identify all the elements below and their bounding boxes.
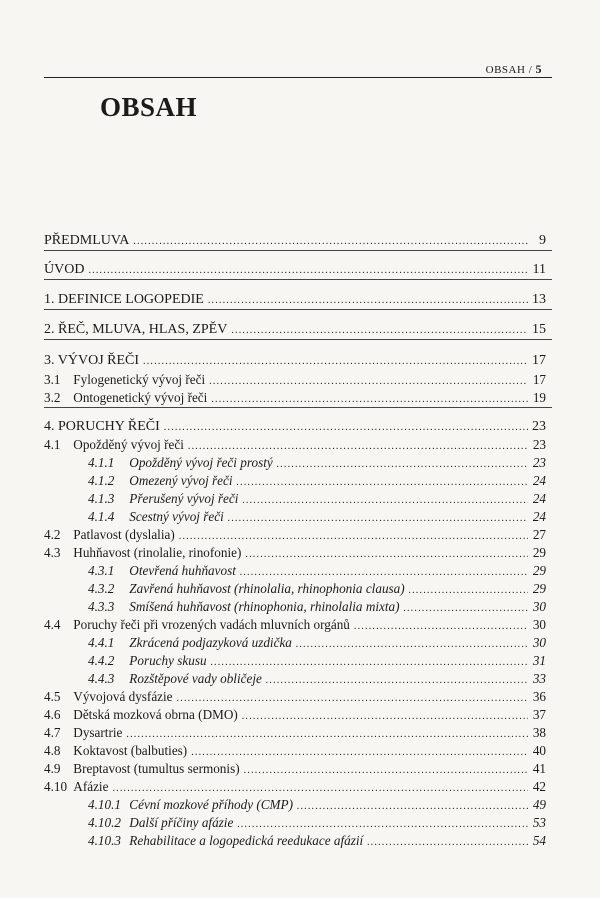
toc-entry — [44, 779, 546, 795]
toc-entry-title: 4. PORUCHY ŘEČI — [44, 419, 160, 434]
toc-entry-page: 11 — [532, 262, 546, 277]
dot-leader — [179, 531, 528, 542]
toc-entry — [88, 563, 546, 579]
section-divider — [44, 339, 552, 340]
toc-entry — [44, 390, 546, 406]
toc-entry-page: 42 — [532, 779, 546, 794]
toc-entry-title: Opožděný vývoj řeči — [73, 437, 184, 452]
toc-entry-title: Poruchy řeči při vrozených vadách mluvních orgánů — [73, 617, 350, 632]
toc-entry-number: 4.1.3 — [88, 491, 115, 506]
toc-entry — [88, 797, 546, 813]
dot-leader — [209, 376, 528, 387]
toc-entry-number: 4.4 — [44, 617, 61, 632]
toc-entry-page: 54 — [532, 833, 546, 848]
toc-entry-title: Poruchy skusu — [129, 653, 207, 668]
toc-entry — [88, 473, 546, 489]
toc-entry-page: 33 — [532, 671, 546, 686]
toc-entry-title: Otevřená huhňavost — [129, 563, 236, 578]
toc-entry-page: 31 — [532, 653, 546, 668]
toc-entry-number: 4.3.3 — [88, 599, 115, 614]
toc-entry — [44, 233, 546, 249]
dot-leader — [404, 603, 528, 614]
toc-entry-title: Scestný vývoj řeči — [129, 509, 224, 524]
toc-entry-title: Koktavost (balbuties) — [73, 743, 188, 758]
toc-entry — [44, 437, 546, 453]
toc-entry-title: Afázie — [73, 779, 109, 794]
toc-entry-page: 24 — [532, 473, 546, 488]
toc-entry-number: 4.4.3 — [88, 671, 115, 686]
toc-entry — [44, 353, 546, 369]
toc-entry-number: 4.3.2 — [88, 581, 115, 596]
toc-entry-title: Další příčiny afázie — [129, 815, 234, 830]
toc-entry — [44, 322, 546, 338]
toc-entry-number: 4.10.2 — [88, 815, 121, 830]
toc-entry-number: 4.4.1 — [88, 635, 115, 650]
dot-leader — [277, 459, 528, 470]
toc-entry-title: Dětská mozková obrna (DMO) — [73, 707, 238, 722]
toc-entry — [88, 491, 546, 507]
toc-entry — [44, 743, 546, 759]
dot-leader — [191, 747, 528, 758]
toc-entry-title: Zavřená huhňavost (rhinolalia, rhinophonia clausa) — [129, 581, 405, 596]
toc-entry-title: Huhňavost (rinolalie, rinofonie) — [73, 545, 242, 560]
toc-entry-page: 23 — [532, 437, 546, 452]
toc-entry-number: 4.6 — [44, 707, 61, 722]
toc-entry-number: 4.1.4 — [88, 509, 115, 524]
toc-entry — [88, 833, 546, 849]
running-head-separator: / — [528, 64, 533, 76]
toc-entry — [44, 292, 546, 308]
toc-entry-page: 30 — [532, 635, 546, 650]
dot-leader — [143, 356, 528, 367]
toc-entry — [88, 509, 546, 525]
toc-entry-title: Přerušený vývoj řeči — [129, 491, 239, 506]
toc-entry — [44, 617, 546, 633]
toc-entry — [44, 262, 546, 278]
toc-entry-number: 4.1.2 — [88, 473, 115, 488]
toc-entry-number: 4.8 — [44, 743, 61, 758]
running-head-label: OBSAH — [485, 64, 526, 76]
toc-entry-title: Cévní mozkové příhody (CMP) — [129, 797, 293, 812]
toc-entry-title: 2. ŘEČ, MLUVA, HLAS, ZPĚV — [44, 322, 228, 337]
toc-entry-page: 29 — [532, 563, 546, 578]
toc-entry — [44, 527, 546, 543]
toc-entry — [88, 599, 546, 615]
toc-entry-page: 30 — [532, 599, 546, 614]
toc-entry-title: Rozštěpové vady obličeje — [129, 671, 262, 686]
dot-leader — [237, 819, 528, 830]
toc-entry-title: 1. DEFINICE LOGOPEDIE — [44, 292, 204, 307]
toc-entry-page: 15 — [532, 322, 546, 337]
dot-leader — [177, 693, 528, 704]
page-title: OBSAH — [100, 92, 198, 122]
dot-leader — [409, 585, 528, 596]
dot-leader — [367, 837, 528, 848]
toc-entry-page: 40 — [532, 743, 546, 758]
dot-leader — [240, 567, 528, 578]
toc-entry-title: Fylogenetický vývoj řeči — [73, 372, 206, 387]
toc-entry-number: 4.10.3 — [88, 833, 121, 848]
toc-entry-page: 24 — [532, 491, 546, 506]
dot-leader — [88, 265, 528, 276]
toc-entry-number: 4.5 — [44, 689, 61, 704]
toc-entry-page: 29 — [532, 581, 546, 596]
toc-entry-title: Rehabilitace a logopedická reedukace afázií — [129, 833, 364, 848]
toc-entry-page: 23 — [532, 455, 546, 470]
dot-leader — [245, 549, 528, 560]
dot-leader — [266, 675, 528, 686]
dot-leader — [164, 422, 528, 433]
toc-entry-title: Breptavost (tumultus sermonis) — [73, 761, 240, 776]
toc-entry — [88, 671, 546, 687]
toc-entry-number: 4.10 — [44, 779, 68, 794]
toc-entry — [88, 815, 546, 831]
header-rule — [44, 77, 552, 78]
toc-entry-number: 4.3.1 — [88, 563, 115, 578]
toc-entry-title: Ontogenetický vývoj řeči — [73, 390, 208, 405]
toc-entry-number: 4.9 — [44, 761, 61, 776]
toc-entry — [44, 689, 546, 705]
dot-leader — [242, 711, 528, 722]
toc-entry-page: 53 — [532, 815, 546, 830]
toc-entry — [44, 707, 546, 723]
dot-leader — [126, 729, 528, 740]
toc-entry — [44, 725, 546, 741]
section-divider — [44, 279, 552, 280]
running-head-page-number: 5 — [535, 62, 542, 76]
toc-entry-number: 4.7 — [44, 725, 61, 740]
toc-entry-page: 9 — [539, 233, 546, 248]
toc-entry-page: 17 — [532, 372, 546, 387]
toc-entry-title: 3. VÝVOJ ŘEČI — [44, 353, 140, 368]
dot-leader — [133, 236, 528, 247]
toc-entry-page: 27 — [532, 527, 546, 542]
toc-entry-page: 24 — [532, 509, 546, 524]
toc-entry — [88, 653, 546, 669]
toc-entry-title: Opožděný vývoj řeči prostý — [129, 455, 273, 470]
toc-entry-page: 19 — [532, 390, 546, 405]
toc-entry-number: 4.2 — [44, 527, 61, 542]
dot-leader — [211, 657, 528, 668]
toc-entry-number: 3.1 — [44, 372, 61, 387]
dot-leader — [112, 783, 528, 794]
toc-entry-page: 30 — [532, 617, 546, 632]
toc-entry-title: PŘEDMLUVA — [44, 233, 130, 248]
toc-entry-title: ÚVOD — [44, 262, 85, 277]
toc-entry — [44, 372, 546, 388]
dot-leader — [188, 441, 528, 452]
toc-entry — [44, 761, 546, 777]
dot-leader — [244, 765, 528, 776]
dot-leader — [354, 621, 528, 632]
dot-leader — [297, 801, 528, 812]
section-divider — [44, 309, 552, 310]
toc-entry — [88, 581, 546, 597]
toc-entry-page: 29 — [532, 545, 546, 560]
toc-entry-page: 38 — [532, 725, 546, 740]
dot-leader — [296, 639, 528, 650]
toc-entry-page: 36 — [532, 689, 546, 704]
toc-entry-number: 4.1 — [44, 437, 61, 452]
dot-leader — [228, 513, 528, 524]
toc-entry-title: Omezený vývoj řeči — [129, 473, 233, 488]
toc-entry-title: Dysartrie — [73, 725, 123, 740]
dot-leader — [208, 295, 528, 306]
dot-leader — [211, 394, 528, 405]
running-head — [486, 62, 542, 77]
toc-entry-number: 3.2 — [44, 390, 61, 405]
toc-entry-number: 4.4.2 — [88, 653, 115, 668]
toc-entry-title: Smíšená huhňavost (rhinophonia, rhinolalia mixta) — [129, 599, 400, 614]
toc-entry-number: 4.10.1 — [88, 797, 121, 812]
toc-entry-page: 41 — [532, 761, 546, 776]
toc-entry-title: Vývojová dysfázie — [73, 689, 173, 704]
section-divider — [44, 250, 552, 251]
dot-leader — [237, 477, 528, 488]
toc-entry-number: 4.1.1 — [88, 455, 115, 470]
toc-entry-page: 23 — [532, 419, 546, 434]
toc-entry-page: 37 — [532, 707, 546, 722]
dot-leader — [231, 325, 528, 336]
toc-entry-title: Zkrácená podjazyková uzdička — [129, 635, 292, 650]
dot-leader — [242, 495, 528, 506]
toc-entry-page: 13 — [532, 292, 546, 307]
toc-entry-page: 17 — [532, 353, 546, 368]
toc-entry-page: 49 — [532, 797, 546, 812]
toc-entry — [44, 545, 546, 561]
section-divider — [44, 407, 552, 408]
toc-entry — [44, 419, 546, 435]
toc-entry — [88, 635, 546, 651]
toc-entry — [88, 455, 546, 471]
toc-entry-number: 4.3 — [44, 545, 61, 560]
toc-entry-title: Patlavost (dyslalia) — [73, 527, 175, 542]
